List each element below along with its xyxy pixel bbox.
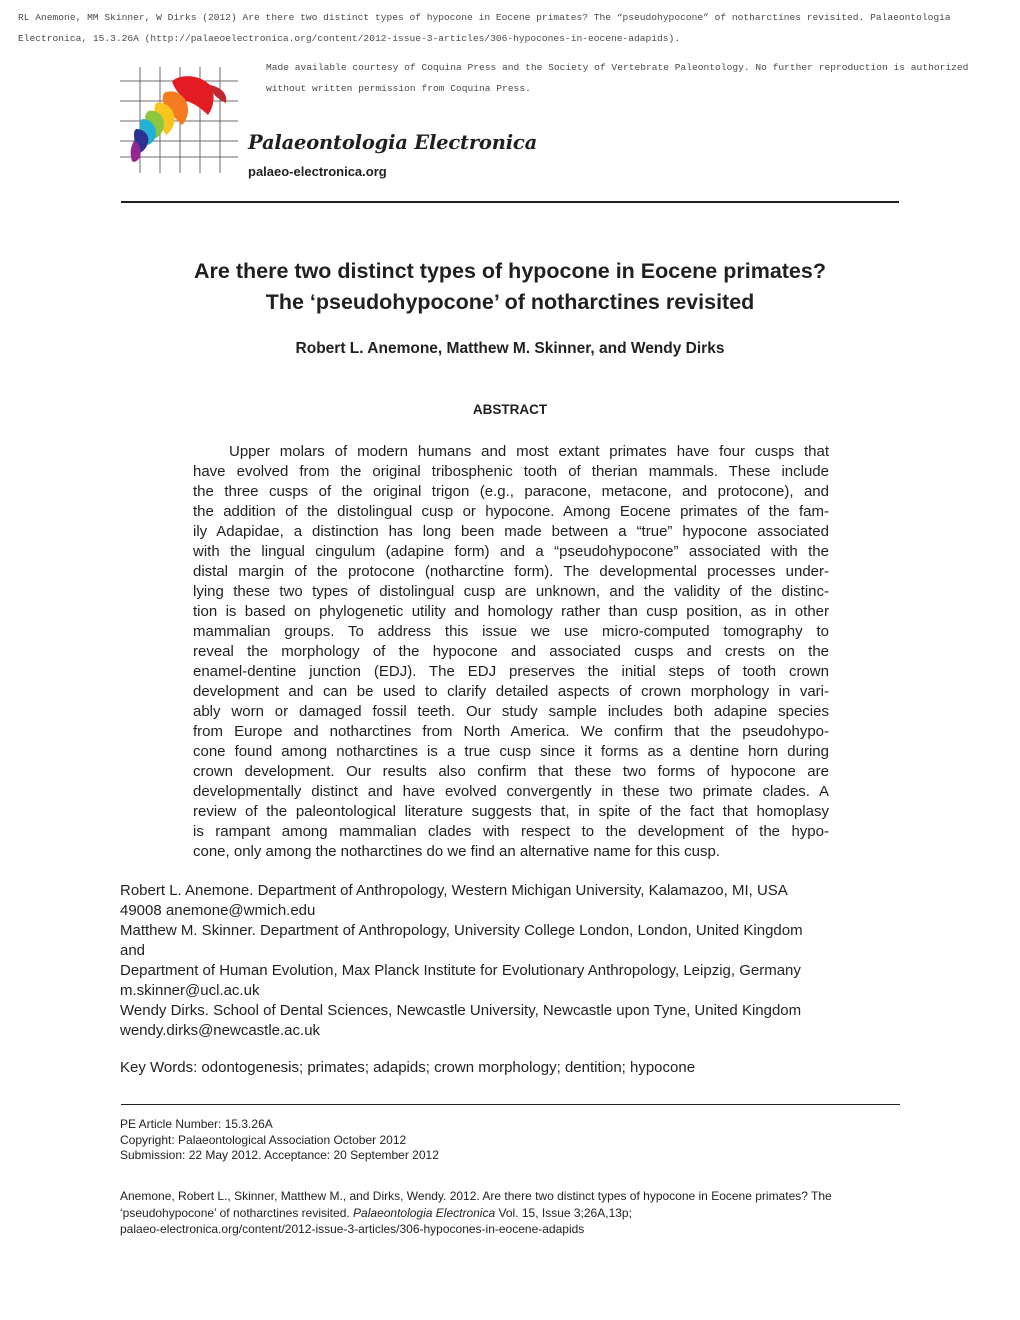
article-title — [0, 256, 1020, 318]
affiliation-line: Robert L. Anemone. Department of Anthropology, Western Michigan University, Kalamazoo, MI, USA — [120, 882, 788, 899]
abstract-line: tion is based on phylogenetic utility and homology rather than cusp position, as in other — [193, 603, 829, 620]
header-divider — [121, 201, 899, 203]
title-line-1: Are there two distinct types of hypocone in Eocene primates? — [194, 259, 826, 283]
footer-divider — [121, 1104, 900, 1105]
abstract-line: review of the paleontological literature suggests that, in spite of the fact that homoplasy — [193, 803, 829, 820]
author-list: Robert L. Anemone, Matthew M. Skinner, and Wendy Dirks — [295, 340, 725, 357]
author-affiliations — [120, 881, 910, 1041]
abstract-line: developmentally distinct and have evolved convergently in these two primate clades. A — [193, 783, 829, 800]
abstract-line: enamel-dentine junction (EDJ). The EDJ preserves the initial steps of tooth crown — [193, 663, 829, 680]
abstract-line: is rampant among mammalian clades with respect to the development of the hypo- — [193, 823, 829, 840]
abstract-line: distal margin of the protocone (notharctine form). The developmental processes under- — [193, 563, 829, 580]
abstract-body — [193, 442, 829, 862]
journal-url: palaeo-electronica.org — [248, 164, 387, 179]
courtesy-line-1: Made available courtesy of Coquina Press and the Society of Vertebrate Paleontology. No further reproduction is authorized — [266, 62, 969, 73]
affiliation-line: and — [120, 942, 146, 959]
citation-text: ‘pseudohypocone’ of notharctines revisited. — [120, 1205, 354, 1220]
copyright: Copyright: Palaeontological Association October 2012 — [120, 1132, 407, 1147]
submission-dates: Submission: 22 May 2012. Acceptance: 20 September 2012 — [120, 1148, 439, 1162]
citation-volume: Vol. 15, Issue 3;26A,13p; — [495, 1205, 632, 1220]
citation-line-a: Anemone, Robert L., Skinner, Matthew M., and Dirks, Wendy. 2012. Are there two distinct types of hypocone in Eocene primates? The — [120, 1189, 832, 1203]
abstract-line: the addition of the distolingual cusp or hypocone. Among Eocene primates of the fam- — [193, 503, 829, 520]
abstract-line: with the lingual cingulum (adapine form) and a “pseudohypocone” associated with the — [193, 543, 829, 560]
affiliation-line: Wendy Dirks. School of Dental Sciences, Newcastle University, Newcastle upon Tyne, United Kingdom — [120, 1002, 802, 1019]
courtesy-notice — [266, 57, 1006, 99]
affiliation-line: Department of Human Evolution, Max Planck Institute for Evolutionary Anthropology, Leipzig, Germany — [120, 962, 801, 979]
article-metadata — [120, 1117, 910, 1164]
abstract-line: mammalian groups. To address this issue we use micro-computed tomography to — [193, 623, 829, 640]
abstract-line: crown development. Our results also confirm that these two forms of hypocone are — [193, 763, 829, 780]
courtesy-line-2: without written permission from Coquina Press. — [266, 83, 531, 94]
affiliation-line: 49008 anemone@wmich.edu — [120, 902, 316, 919]
keywords: Key Words: odontogenesis; primates; adapids; crown morphology; dentition; hypocone — [120, 1059, 696, 1076]
citation-line-b — [120, 1205, 910, 1222]
abstract-line: development and can be used to clarify detailed aspects of crown morphology in vari- — [193, 683, 829, 700]
abstract-heading: ABSTRACT — [472, 402, 548, 417]
abstract-line: cone found among notharctines is a true cusp since it forms as a dentine horn during — [193, 743, 829, 760]
abstract-line: ably worn or damaged fossil teeth. Our study sample includes both adapine species — [193, 703, 829, 720]
affiliation-line: Matthew M. Skinner. Department of Anthropology, University College London, London, United Kingdom — [120, 922, 803, 939]
title-line-2: The ‘pseudohypocone’ of notharctines revisited — [265, 290, 755, 314]
citation-block — [120, 1188, 910, 1238]
abstract-line: reveal the morphology of the hypocone and associated cusps and crests on the — [193, 643, 829, 660]
abstract-line: have evolved from the original tribosphenic tooth of therian mammals. These include — [193, 463, 829, 480]
citation-journal: Palaeontologia Electronica — [353, 1205, 496, 1220]
citation-line-1: RL Anemone, MM Skinner, W Dirks (2012) Are there two distinct types of hypocone in Eocene primates? The “pseudohypocone” of notharctines revisited. Palaeontologia — [18, 12, 951, 23]
citation-line-2: Electronica, 15.3.26A (http://palaeoelectronica.org/content/2012-issue-3-articles/306-hypocones-in-eocene-adapids). — [18, 33, 681, 44]
article-number: PE Article Number: 15.3.26A — [120, 1117, 273, 1131]
abstract-line: from Europe and notharctines from North America. We confirm that the pseudohypo- — [193, 723, 829, 740]
affiliation-line: m.skinner@ucl.ac.uk — [120, 982, 260, 999]
journal-name: Palaeontologia Electronica — [248, 131, 538, 154]
abstract-line: Upper molars of modern humans and most extant primates have four cusps that — [229, 443, 829, 460]
affiliation-line: wendy.dirks@newcastle.ac.uk — [120, 1022, 321, 1039]
abstract-line: lying these two types of distolingual cusp are unknown, and the validity of the distinc- — [193, 583, 829, 600]
abstract-line: the three cusps of the original trigon (e.g., paracone, metacone, and protocone), and — [193, 483, 829, 500]
citation-header — [18, 7, 1008, 49]
citation-url: palaeo-electronica.org/content/2012-issue-3-articles/306-hypocones-in-eocene-adapids — [120, 1222, 585, 1236]
abstract-line: cone, only among the notharctines do we find an alternative name for this cusp. — [193, 843, 720, 860]
abstract-line: ily Adapidae, a distinction has long been made between a “true” hypocone associated — [193, 523, 829, 540]
palaeontologia-electronica-logo-icon — [120, 63, 248, 175]
